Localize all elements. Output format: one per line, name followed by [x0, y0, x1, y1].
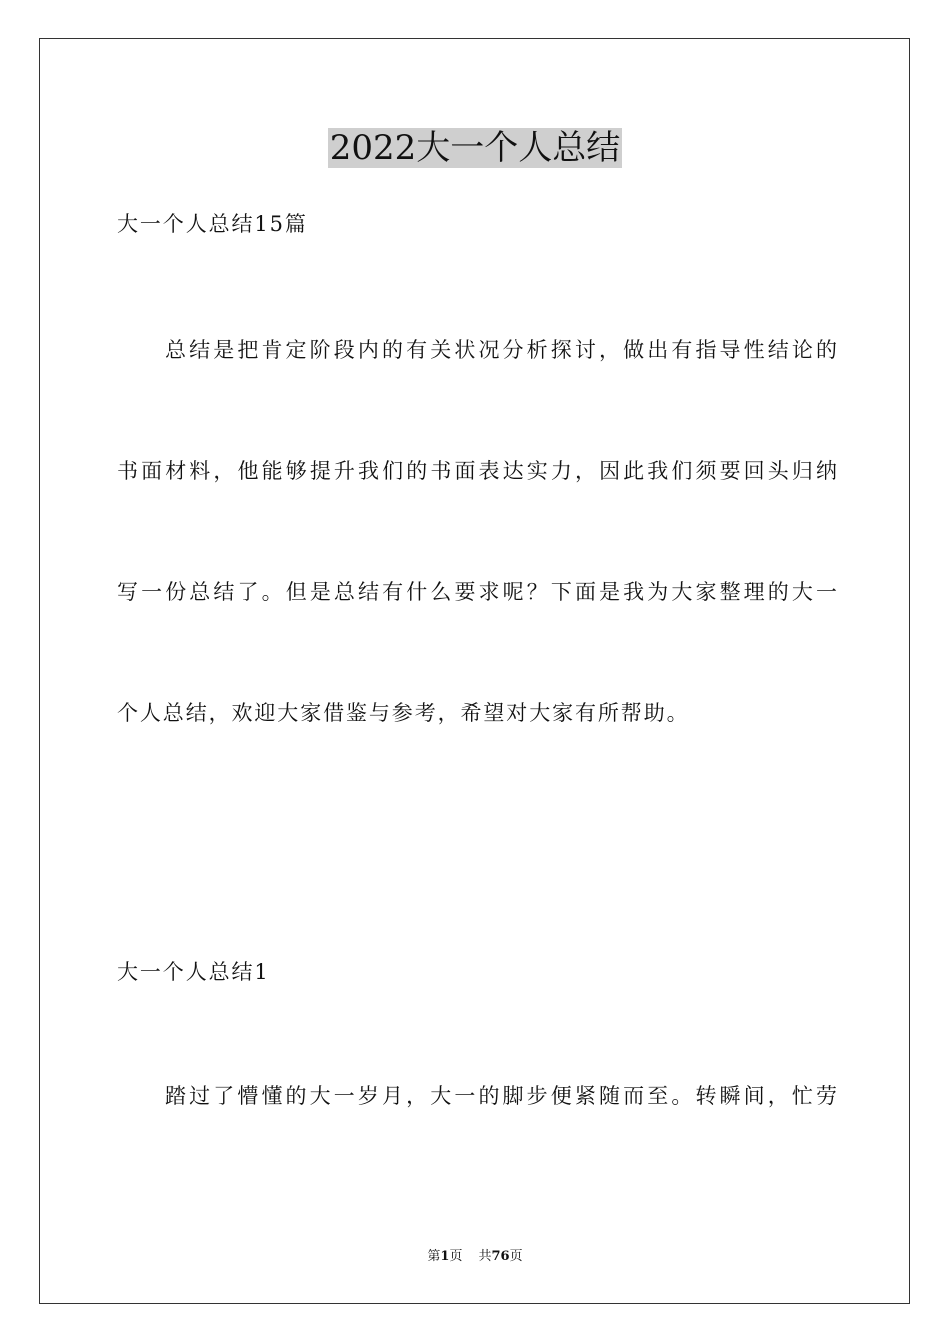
intro-paragraph-line-4: 个人总结，欢迎大家借鉴与参考，希望对大家有所帮助。 — [117, 701, 690, 725]
section-heading: 大一个人总结1 — [117, 960, 270, 984]
page-footer — [0, 1248, 950, 1266]
footer-total-pages: 76 — [491, 1249, 510, 1264]
intro-paragraph-line-2: 书面材料，他能够提升我们的书面表达实力，因此我们须要回头归纳 — [117, 459, 837, 483]
document-subtitle: 大一个人总结15篇 — [117, 212, 308, 236]
section-paragraph-line-1: 踏过了懵懂的大一岁月，大一的脚步便紧随而至。转瞬间，忙劳 — [165, 1084, 837, 1108]
document-title-text: 2022大一个人总结 — [329, 128, 621, 168]
document-title — [0, 128, 950, 168]
footer-total-prefix: 共 — [478, 1249, 492, 1264]
footer-page-suffix: 页 — [449, 1249, 463, 1264]
footer-page-number: 1 — [440, 1249, 450, 1264]
intro-paragraph-line-1: 总结是把肯定阶段内的有关状况分析探讨，做出有指导性结论的 — [165, 338, 837, 362]
footer-total-suffix: 页 — [509, 1249, 523, 1264]
footer-page-prefix: 第 — [427, 1249, 441, 1264]
intro-paragraph-line-3: 写一份总结了。但是总结有什么要求呢？下面是我为大家整理的大一 — [117, 580, 837, 604]
